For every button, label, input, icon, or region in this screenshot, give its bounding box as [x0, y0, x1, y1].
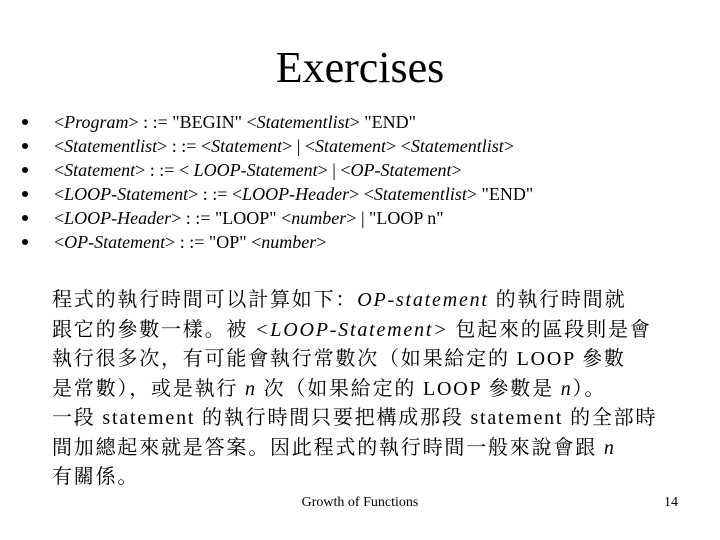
text-run: >	[316, 232, 327, 252]
text-run: > : := <	[135, 160, 194, 180]
bullet-dot-icon	[22, 191, 28, 197]
text-run: <	[54, 208, 65, 228]
explanation-paragraph	[52, 286, 682, 493]
text-run: 是常數），或是執行	[52, 377, 245, 400]
italic-term: Statement	[315, 136, 386, 156]
paragraph-line	[52, 316, 682, 346]
paragraph-line	[52, 463, 682, 493]
bullet-dot-icon	[22, 239, 28, 245]
paragraph-line	[52, 404, 682, 434]
bullet-dot-icon	[22, 119, 28, 125]
text-run: > : := "OP" <	[165, 232, 262, 252]
grammar-rule-item	[22, 206, 702, 230]
italic-term: number	[261, 232, 317, 252]
italic-term: LOOP-Header	[64, 208, 172, 228]
text-run: 有關係。	[52, 466, 140, 488]
text-run: > : := <	[188, 184, 243, 204]
page-number: 14	[664, 495, 678, 510]
italic-term: Statementlist	[64, 136, 158, 156]
text-run: <	[54, 160, 65, 180]
text-run: 一段 statement 的執行時間只要把構成那段 statement 的全部時	[52, 407, 658, 429]
text-run: > : := "LOOP" <	[171, 208, 292, 228]
text-run: 跟它的參數一樣。被	[52, 318, 255, 341]
italic-term: Statement	[211, 136, 283, 156]
italic-term: OP-Statement	[64, 232, 166, 252]
paragraph-line	[52, 286, 682, 316]
text-run: 間加總起來就是答案。因此程式的執行時間一般來說會跟	[52, 436, 604, 459]
paragraph-line	[52, 434, 682, 464]
grammar-rule-item	[22, 110, 702, 134]
text-run: <	[54, 136, 65, 156]
text-run: > "END"	[349, 112, 416, 132]
text-run: <	[54, 112, 65, 132]
text-run: > <	[349, 184, 374, 204]
grammar-bullet-list	[22, 110, 702, 254]
italic-term: <LOOP-Statement>	[255, 318, 449, 341]
italic-term: Program	[64, 112, 129, 132]
italic-term: n	[603, 436, 616, 459]
text-run: 次（如果給定的 LOOP 參數是	[256, 377, 561, 400]
text-run: 執行很多次，有可能會執行常數次（如果給定的 LOOP 參數	[52, 348, 626, 370]
grammar-rule-item	[22, 230, 702, 254]
text-run: <	[54, 232, 65, 252]
italic-term: number	[291, 208, 347, 228]
paragraph-line	[52, 345, 682, 375]
italic-term: Statement	[64, 160, 136, 180]
italic-term: Statementlist	[256, 112, 350, 132]
grammar-rule-item	[22, 182, 702, 206]
text-run: > | <	[282, 136, 316, 156]
slide-title: Exercises	[275, 43, 445, 92]
text-run: > <	[386, 136, 411, 156]
italic-term: LOOP-Statement	[193, 160, 318, 180]
italic-term: LOOP-Header	[242, 184, 350, 204]
italic-term: LOOP-Statement	[64, 184, 189, 204]
grammar-rule-item	[22, 158, 702, 182]
text-run: > | "LOOP n"	[346, 208, 444, 228]
grammar-rule-item	[22, 134, 702, 158]
text-run: 的執行時間就	[488, 289, 627, 311]
italic-term: Statementlist	[410, 136, 504, 156]
text-run: <	[54, 184, 65, 204]
italic-term: Statementlist	[373, 184, 467, 204]
bullet-dot-icon	[22, 167, 28, 173]
italic-term: OP-Statement	[350, 160, 452, 180]
footer-caption: Growth of Functions	[301, 495, 419, 510]
text-run: > | <	[317, 160, 351, 180]
italic-term: n	[560, 377, 573, 400]
bullet-dot-icon	[22, 143, 28, 149]
italic-term: n	[245, 377, 257, 400]
italic-term: OP-statement	[357, 289, 489, 311]
paragraph-line	[52, 375, 682, 405]
text-run: 包起來的區段則是會	[448, 318, 652, 341]
text-run: >	[451, 160, 462, 180]
text-run: > "END"	[466, 184, 534, 204]
text-run: 程式的執行時間可以計算如下：	[52, 289, 358, 311]
text-run: ）。	[572, 377, 607, 400]
text-run: >	[503, 136, 514, 156]
text-run: > : := "BEGIN" <	[128, 112, 257, 132]
bullet-dot-icon	[22, 215, 28, 221]
text-run: > : := <	[157, 136, 212, 156]
